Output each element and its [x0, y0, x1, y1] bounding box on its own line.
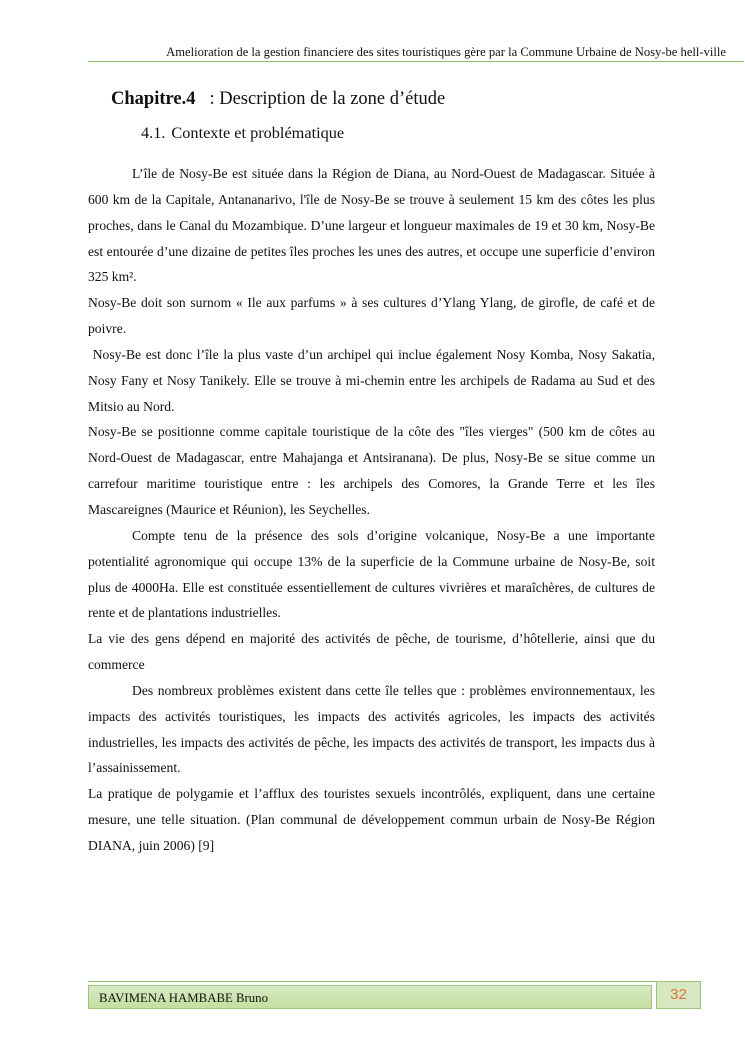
paragraph: Compte tenu de la présence des sols d’origine volcanique, Nosy-Be a une importante potentialité agronomique qui occupe 13% de la superficie de la Commune urbaine de Nosy-Be, soit plus de 4000Ha. Elle est constituée essentiellement de cultures vivrières et maraîchères, de cultures de rente et de plantations industrielles. [88, 527, 655, 621]
paragraph: L’île de Nosy-Be est située dans la Région de Diana, au Nord-Ouest de Madagascar. Située à 600 km de la Capitale, Antananarivo, l'île de Nosy-Be se trouve à seulement 15 km des côtes les plus proches, dans le Canal du Mozambique. D’une largeur et longueur maximales de 19 et 30 km, Nosy-Be est entourée d’une dizaine de petites îles proches les unes des autres, et occupe une superficie d’environ 325 km². [88, 166, 655, 285]
footer-bar [88, 985, 652, 1009]
paragraph: Des nombreux problèmes existent dans cette île telles que : problèmes environnementaux, les impacts des activités touristiques, les impacts des activités agricoles, les impacts des activités industrielles, les impacts des activités de pêche, les impacts des activités de transport, les impacts dus à l’assainissement. [88, 682, 655, 776]
paragraph: Nosy-Be doit son surnom « Ile aux parfums » à ses cultures d’Ylang Ylang, de girofle, de café et de poivre. [88, 295, 655, 337]
paragraph: La vie des gens dépend en majorité des activités de pêche, de tourisme, d’hôtellerie, ainsi que du commerce [88, 631, 655, 673]
header-divider [88, 61, 744, 62]
body-text [88, 161, 659, 859]
chapter-label: Chapitre.4 [111, 89, 196, 109]
section-heading [141, 123, 344, 143]
page-number: 32 [656, 981, 701, 1009]
paragraph: Nosy-Be est donc l’île la plus vaste d’un archipel qui inclue également Nosy Komba, Nosy Sakatia, Nosy Fany et Nosy Tanikely. Elle se trouve à mi-chemin entre les archipels de Radama au Sud et des Mitsio au Nord. [88, 346, 659, 414]
footer-divider [88, 981, 658, 982]
chapter-title: : Description de la zone d’étude [209, 89, 446, 109]
section-number: 4.1. [141, 123, 166, 142]
chapter-heading [111, 89, 445, 110]
footer-author: BAVIMENA HAMBABE Bruno [99, 991, 268, 1005]
section-title: Contexte et problématique [171, 123, 345, 142]
paragraph: Nosy-Be se positionne comme capitale touristique de la côte des "îles vierges" (500 km de côtes au Nord-Ouest de Madagascar, entre Mahajanga et Antsiranana). De plus, Nosy-Be se situe comme un carrefour maritime touristique entre : les archipels des Comores, la Grande Terre et les îles Mascareignes (Maurice et Réunion), les Seychelles. [88, 424, 655, 517]
paragraph: La pratique de polygamie et l’afflux des touristes sexuels incontrôlés, expliquent, dans une certaine mesure, une telle situation. (Plan communal de développement commun urbain de Nosy-Be Région DIANA, juin 2006) [9] [88, 786, 655, 853]
running-header: Amelioration de la gestion financiere des sites touristiques gère par la Commune Urbaine de Nosy-be hell-ville [166, 45, 726, 59]
